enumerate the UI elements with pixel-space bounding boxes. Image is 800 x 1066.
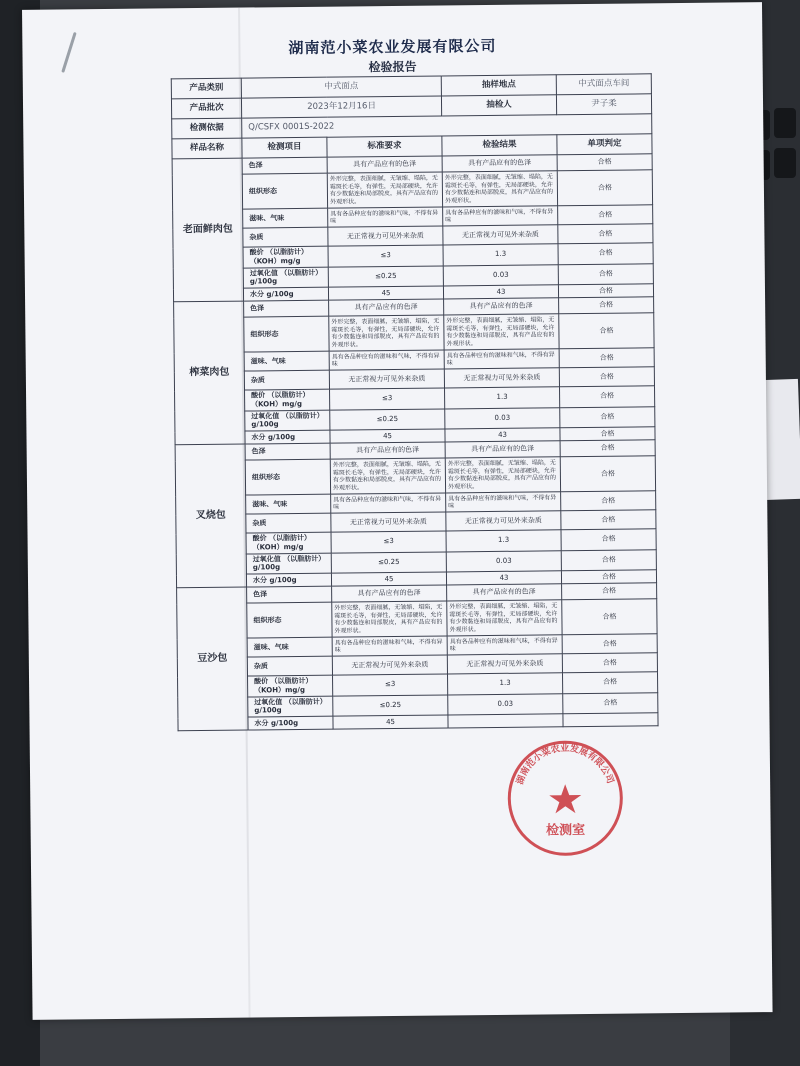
test-result: 具有各品种应有的滋味和气味，不得有异味 xyxy=(446,492,561,512)
test-item: 酸价 （以脂肪计）（KOH）mg/g xyxy=(243,246,328,267)
category-label: 产品类别 xyxy=(171,78,241,99)
judgement: 合格 xyxy=(557,170,652,206)
test-item: 水分 g/100g xyxy=(243,287,328,301)
test-item: 水分 g/100g xyxy=(248,716,333,730)
standard-requirement: 具有各品种应有的滋味和气味，不得有异味 xyxy=(329,350,444,370)
column-header: 检测项目 xyxy=(242,137,327,158)
seal-star-icon xyxy=(549,784,581,813)
test-result: 无正常视力可见外来杂质 xyxy=(443,225,558,245)
judgement: 合格 xyxy=(558,224,653,244)
test-item: 酸价 （以脂肪计）（KOH）mg/g xyxy=(246,532,331,553)
test-result: 外形完整，表面细腻，无皱缩、塌陷，无霉斑长毛等，有弹性，无局部硬块，允许有少数黏连和局部脱皮，具有产品应有的外观形状。 xyxy=(445,457,560,493)
category-value: 中式面点 xyxy=(241,76,441,98)
standard-requirement: 外形完整，表面细腻，无皱缩、塌陷，无霉斑长毛等，有弹性，无局部硬块，允许有少数黏连和局部脱皮，具有产品应有的外观形状。 xyxy=(329,315,444,351)
test-result: 无正常视力可见外来杂质 xyxy=(446,511,561,531)
standard-requirement: 45 xyxy=(333,715,448,729)
test-result: 具有产品应有的色泽 xyxy=(447,584,562,601)
standard-requirement: 45 xyxy=(328,286,443,300)
test-item: 滋味、气味 xyxy=(244,351,329,371)
test-item: 色泽 xyxy=(242,157,327,174)
test-item: 组织形态 xyxy=(244,316,329,352)
judgement: 合格 xyxy=(561,510,656,530)
test-item: 杂质 xyxy=(247,656,332,676)
test-result: 无正常视力可见外来杂质 xyxy=(447,654,562,674)
judgement: 合格 xyxy=(558,284,653,298)
column-header: 标准要求 xyxy=(327,136,442,157)
table-row xyxy=(172,170,652,210)
judgement: 合格 xyxy=(561,491,656,511)
site-label: 抽样地点 xyxy=(441,75,556,96)
standard-requirement: 外形完整，表面细腻，无皱缩、塌陷，无霉斑长毛等，有弹性，无局部硬块，允许有少数黏连和局部脱皮，具有产品应有的外观形状。 xyxy=(330,458,445,494)
test-item: 滋味、气味 xyxy=(246,494,331,514)
test-result: 43 xyxy=(443,285,558,299)
test-result: 具有各品种应有的滋味和气味，不得有异味 xyxy=(447,635,562,655)
product-name: 榨菜肉包 xyxy=(174,301,245,445)
standard-requirement: 无正常视力可见外来杂质 xyxy=(331,512,446,532)
table-row xyxy=(174,313,654,353)
test-result: 具有产品应有的色泽 xyxy=(445,441,560,458)
test-result: 1.3 xyxy=(446,530,561,552)
standard-requirement: 具有产品应有的色泽 xyxy=(329,299,444,316)
judgement: 合格 xyxy=(558,205,653,225)
test-item: 酸价 （以脂肪计）（KOH）mg/g xyxy=(248,675,333,696)
product-name: 豆沙包 xyxy=(177,587,248,731)
test-item: 过氧化值 （以脂肪计）g/100g xyxy=(246,553,331,574)
test-item: 组织形态 xyxy=(247,602,332,638)
standard-requirement: 具有产品应有的色泽 xyxy=(330,442,445,459)
test-item: 滋味、气味 xyxy=(243,208,328,228)
inspector-label: 抽检人 xyxy=(441,95,556,116)
test-item: 色泽 xyxy=(247,586,332,603)
site-value: 中式面点车间 xyxy=(556,74,651,95)
standard-requirement: 45 xyxy=(331,572,446,586)
inspector-value: 尹子柔 xyxy=(556,94,651,115)
judgement: 合格 xyxy=(559,313,654,349)
test-result: 具有产品应有的色泽 xyxy=(444,298,559,315)
judgement: 合格 xyxy=(562,653,657,673)
test-result: 1.3 xyxy=(443,244,558,266)
standard-requirement: 无正常视力可见外来杂质 xyxy=(329,369,444,389)
judgement: 合格 xyxy=(560,386,655,407)
standard-requirement: ≤0.25 xyxy=(330,408,445,430)
judgement: 合格 xyxy=(561,549,656,570)
test-result: 1.3 xyxy=(445,387,560,409)
basis-label: 检测依据 xyxy=(172,118,242,139)
column-header: 检验结果 xyxy=(442,135,557,156)
test-item: 色泽 xyxy=(244,300,329,317)
judgement: 合格 xyxy=(563,672,658,693)
batch-label: 产品批次 xyxy=(171,98,241,119)
judgement: 合格 xyxy=(562,583,657,600)
test-item: 组织形态 xyxy=(245,459,330,495)
standard-requirement: 具有各品种应有的滋味和气味，不得有异味 xyxy=(332,636,447,656)
judgement: 合格 xyxy=(560,456,655,492)
standard-requirement: ≤0.25 xyxy=(331,551,446,573)
test-item: 色泽 xyxy=(245,443,330,460)
judgement: 合格 xyxy=(559,297,654,314)
test-item: 杂质 xyxy=(244,370,329,390)
test-result: 具有各品种应有的滋味和气味，不得有异味 xyxy=(443,206,558,226)
judgement: 合格 xyxy=(563,692,658,713)
standard-requirement: ≤3 xyxy=(333,674,448,696)
standard-requirement: 具有各品种应有的滋味和气味，不得有异味 xyxy=(331,493,446,513)
column-header: 样品名称 xyxy=(172,138,242,159)
standard-requirement: 具有产品应有的色泽 xyxy=(327,156,442,173)
standard-requirement: ≤0.25 xyxy=(333,694,448,716)
company-name: 湖南范小菜农业发展有限公司 xyxy=(288,36,497,58)
table-row xyxy=(175,456,655,496)
seal-ring-text: 湖南范小菜农业发展有限公司 xyxy=(515,743,615,786)
judgement: 合格 xyxy=(562,599,657,635)
test-result xyxy=(448,714,563,728)
standard-requirement: ≤3 xyxy=(330,388,445,410)
judgement: 合格 xyxy=(562,634,657,654)
basis-value: Q/CSFX 0001S-2022 xyxy=(242,114,652,138)
test-item: 酸价 （以脂肪计）（KOH）mg/g xyxy=(245,389,330,410)
test-item: 组织形态 xyxy=(242,173,327,209)
judgement: 合格 xyxy=(561,570,656,584)
standard-requirement: 无正常视力可见外来杂质 xyxy=(332,655,447,675)
standard-requirement: 具有各品种应有的滋味和气味，不得有异味 xyxy=(328,207,443,227)
test-item: 杂质 xyxy=(246,513,331,533)
judgement: 合格 xyxy=(560,406,655,427)
standard-requirement: 外形完整，表面细腻，无皱缩、塌陷，无霉斑长毛等，有弹性，无局部硬块，允许有少数黏连和局部脱皮，具有产品应有的外观形状。 xyxy=(332,601,447,637)
product-name: 叉烧包 xyxy=(175,444,246,588)
standard-requirement: 无正常视力可见外来杂质 xyxy=(328,226,443,246)
test-item: 过氧化值 （以脂肪计）g/100g xyxy=(243,267,328,288)
standard-requirement: 45 xyxy=(330,429,445,443)
test-result: 0.03 xyxy=(448,693,563,715)
seal-center-text: 检测室 xyxy=(546,823,586,839)
product-name: 老面鲜肉包 xyxy=(172,158,243,302)
keyboard-key xyxy=(774,148,796,178)
test-result: 0.03 xyxy=(446,550,561,572)
test-item: 水分 g/100g xyxy=(246,573,331,587)
standard-requirement: ≤3 xyxy=(328,245,443,267)
standard-requirement: ≤0.25 xyxy=(328,265,443,287)
judgement: 合格 xyxy=(560,427,655,441)
judgement: 合格 xyxy=(558,263,653,284)
judgement: 合格 xyxy=(558,243,653,264)
red-inspection-seal xyxy=(500,734,631,860)
test-result: 外形完整，表面细腻，无皱缩、塌陷，无霉斑长毛等，有弹性，无局部硬块，允许有少数黏连和局部脱皮，具有产品应有的外观形状。 xyxy=(447,600,562,636)
test-result: 1.3 xyxy=(448,673,563,695)
standard-requirement: 外形完整，表面细腻，无皱缩、塌陷，无霉斑长毛等，有弹性，无局部硬块，允许有少数黏连和局部脱皮，具有产品应有的外观形状。 xyxy=(327,172,442,208)
test-item: 滋味、气味 xyxy=(247,637,332,657)
standard-requirement: 具有产品应有的色泽 xyxy=(332,585,447,602)
inspection-table xyxy=(171,73,659,731)
judgement: 合格 xyxy=(557,154,652,171)
test-result: 外形完整，表面细腻，无皱缩、塌陷，无霉斑长毛等，有弹性，无局部硬块，允许有少数黏连和局部脱皮，具有产品应有的外观形状。 xyxy=(444,314,559,350)
test-result: 具有各品种应有的滋味和气味，不得有异味 xyxy=(444,349,559,369)
test-item: 过氧化值 （以脂肪计）g/100g xyxy=(245,410,330,431)
test-result: 43 xyxy=(445,428,560,442)
test-result: 无正常视力可见外来杂质 xyxy=(444,368,559,388)
judgement: 合格 xyxy=(560,440,655,457)
judgement xyxy=(563,713,658,727)
inspection-report-paper xyxy=(22,2,773,1020)
test-item: 杂质 xyxy=(243,227,328,247)
column-header: 单项判定 xyxy=(557,134,652,155)
test-result: 43 xyxy=(446,571,561,585)
judgement: 合格 xyxy=(559,367,654,387)
test-item: 过氧化值 （以脂肪计）g/100g xyxy=(248,696,333,717)
test-result: 0.03 xyxy=(445,407,560,429)
table-row xyxy=(177,599,657,639)
test-result: 0.03 xyxy=(443,264,558,286)
judgement: 合格 xyxy=(561,529,656,550)
test-result: 外形完整，表面细腻，无皱缩、塌陷，无霉斑长毛等，有弹性，无局部硬块，允许有少数黏连和局部脱皮，具有产品应有的外观形状。 xyxy=(442,171,557,207)
test-result: 具有产品应有的色泽 xyxy=(442,155,557,172)
keyboard-key xyxy=(774,108,796,138)
test-item: 水分 g/100g xyxy=(245,430,330,444)
report-title: 检验报告 xyxy=(368,59,417,75)
batch-value: 2023年12月16日 xyxy=(241,96,441,118)
judgement: 合格 xyxy=(559,348,654,368)
standard-requirement: ≤3 xyxy=(331,531,446,553)
